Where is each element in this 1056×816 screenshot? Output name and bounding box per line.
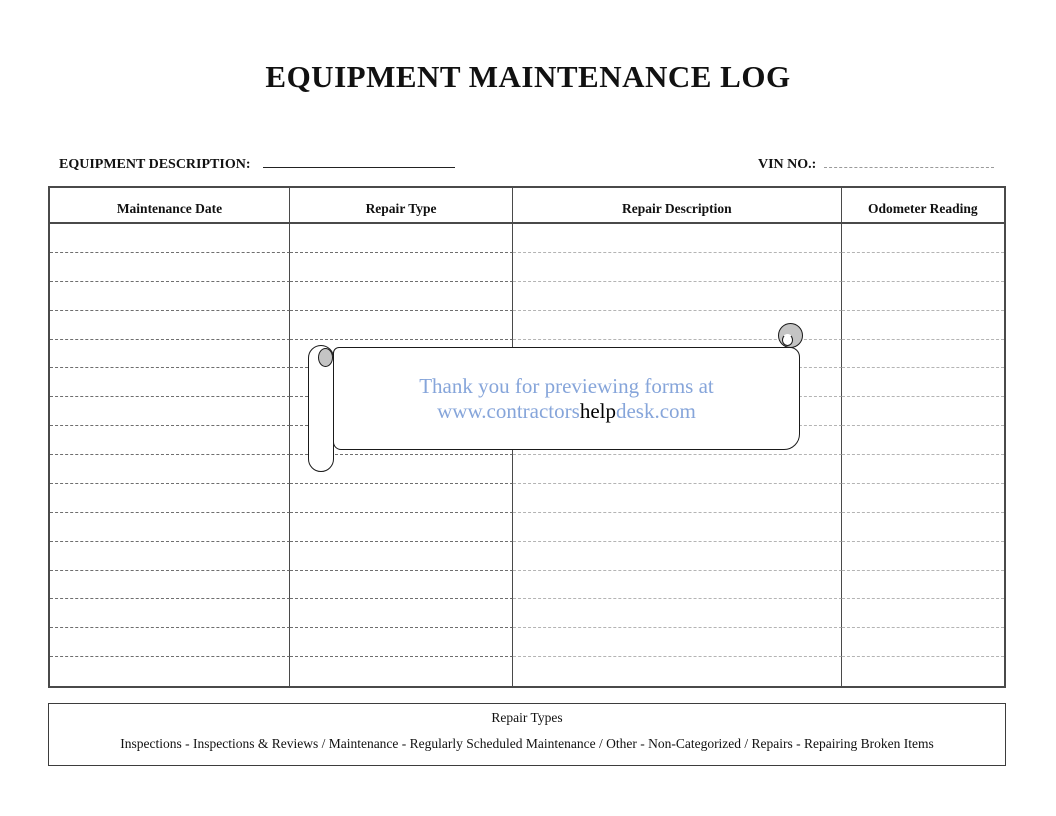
table-cell[interactable] (50, 340, 290, 369)
table-row (50, 599, 1004, 628)
table-cell[interactable] (842, 368, 1004, 397)
table-row (50, 571, 1004, 600)
column-header-odometer-reading: Odometer Reading (868, 201, 978, 216)
table-cell[interactable] (50, 455, 290, 484)
table-cell[interactable] (842, 224, 1004, 253)
table-row (50, 224, 1004, 253)
table-cell[interactable] (50, 311, 290, 340)
column-header-repair-type: Repair Type (290, 188, 513, 222)
table-cell[interactable] (50, 224, 290, 253)
column-header-maintenance-date: Maintenance Date (50, 188, 290, 222)
table-cell[interactable] (513, 282, 842, 311)
table-cell[interactable] (290, 657, 513, 686)
table-cell[interactable] (513, 253, 842, 282)
table-row (50, 628, 1004, 657)
table-cell[interactable] (50, 397, 290, 426)
table-row (50, 513, 1004, 542)
table-cell[interactable] (842, 311, 1004, 340)
table-cell[interactable] (513, 484, 842, 513)
watermark-line1: Thank you for previewing forms at (419, 373, 714, 398)
table-cell[interactable] (290, 224, 513, 253)
scroll-curl-right-icon (778, 323, 803, 348)
table-cell[interactable] (842, 484, 1004, 513)
table-cell[interactable] (842, 542, 1004, 571)
table-header-row (50, 188, 1004, 224)
table-cell[interactable] (290, 282, 513, 311)
table-row (50, 282, 1004, 311)
table-row (50, 542, 1004, 571)
table-row (50, 253, 1004, 282)
table-cell[interactable] (842, 253, 1004, 282)
table-cell[interactable] (513, 571, 842, 600)
watermark-banner-plaque (333, 347, 800, 450)
table-cell[interactable] (842, 340, 1004, 369)
table-cell[interactable] (290, 571, 513, 600)
table-cell[interactable] (50, 368, 290, 397)
scroll-curl-left-icon (318, 348, 333, 367)
table-cell[interactable] (290, 253, 513, 282)
table-cell[interactable] (290, 542, 513, 571)
watermark-scroll-banner (308, 322, 808, 474)
table-cell[interactable] (513, 599, 842, 628)
table-cell[interactable] (50, 599, 290, 628)
equipment-description-field (59, 154, 455, 173)
table-cell[interactable] (50, 657, 290, 686)
table-cell[interactable] (50, 282, 290, 311)
table-cell[interactable] (842, 426, 1004, 455)
table-row (50, 484, 1004, 513)
table-cell[interactable] (513, 224, 842, 253)
table-cell[interactable] (842, 282, 1004, 311)
table-cell[interactable] (842, 397, 1004, 426)
table-cell[interactable] (50, 571, 290, 600)
watermark-url-suffix: desk.com (615, 398, 696, 423)
watermark-url-highlight: help (579, 398, 616, 423)
table-cell[interactable] (513, 657, 842, 686)
table-cell[interactable] (290, 484, 513, 513)
table-cell[interactable] (842, 513, 1004, 542)
watermark-url-prefix: www.contractors (437, 398, 580, 423)
vin-field (758, 154, 994, 173)
table-cell[interactable] (50, 513, 290, 542)
equipment-description-label: EQUIPMENT DESCRIPTION: (59, 157, 251, 172)
repair-types-legend-box (48, 703, 1006, 766)
table-cell[interactable] (290, 513, 513, 542)
table-cell[interactable] (842, 628, 1004, 657)
vin-input-line[interactable] (824, 154, 994, 168)
table-cell[interactable] (513, 513, 842, 542)
table-cell[interactable] (290, 599, 513, 628)
scroll-curl-notch-icon (782, 334, 793, 346)
table-row (50, 657, 1004, 686)
page-title: EQUIPMENT MAINTENANCE LOG (265, 59, 791, 94)
table-cell[interactable] (842, 657, 1004, 686)
repair-types-legend: Inspections - Inspections & Reviews / Maintenance - Regularly Scheduled Maintenance / Other - Non-Categorized / Repairs - Repairing Broken Items (120, 736, 934, 751)
table-cell[interactable] (50, 628, 290, 657)
table-cell[interactable] (50, 253, 290, 282)
watermark-line2 (437, 399, 696, 424)
table-cell[interactable] (50, 426, 290, 455)
table-cell[interactable] (842, 571, 1004, 600)
table-cell[interactable] (50, 484, 290, 513)
table-cell[interactable] (513, 628, 842, 657)
table-cell[interactable] (842, 455, 1004, 484)
column-header-repair-description: Repair Description (513, 188, 842, 222)
table-cell[interactable] (50, 542, 290, 571)
table-cell[interactable] (842, 599, 1004, 628)
equipment-description-input-line[interactable] (263, 154, 455, 168)
repair-types-title: Repair Types (491, 710, 563, 725)
table-cell[interactable] (290, 628, 513, 657)
vin-label: VIN NO.: (758, 157, 817, 172)
table-cell[interactable] (513, 542, 842, 571)
